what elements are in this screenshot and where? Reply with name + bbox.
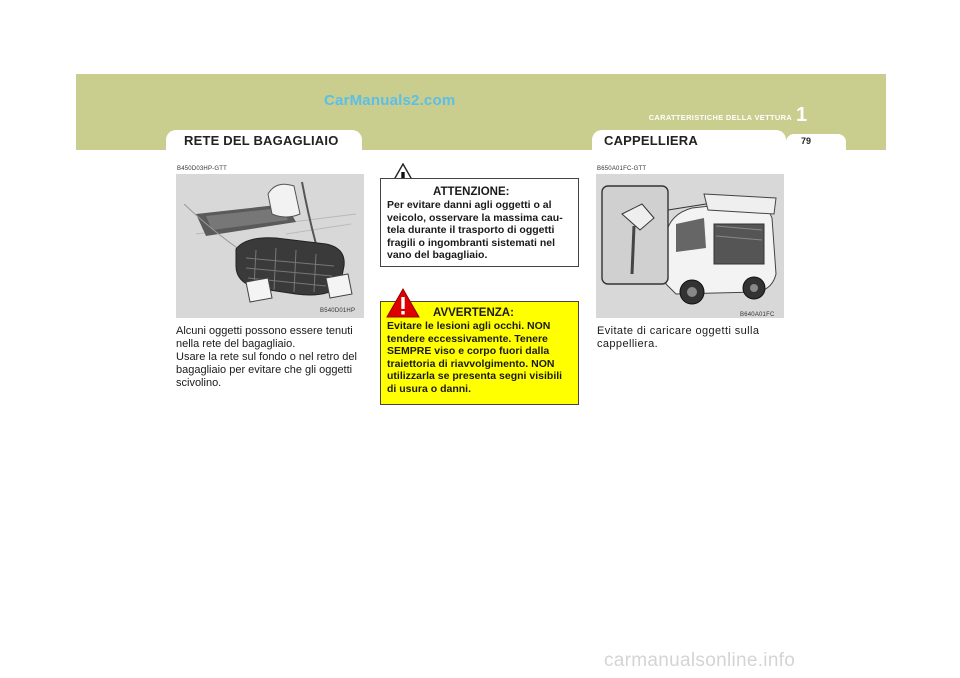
cargo-cover-image xyxy=(596,174,784,318)
text-line: Usare la rete sul fondo o nel retro del xyxy=(176,351,357,363)
footer-watermark[interactable]: carmanualsonline.info xyxy=(604,650,796,671)
text-line: cappelliera. xyxy=(597,338,659,350)
caution-box xyxy=(380,178,579,267)
text-line: vano del bagagliaio. xyxy=(387,249,488,262)
text-line: Alcuni oggetti possono essere tenuti xyxy=(176,325,353,337)
text-line: nella rete del bagagliaio. xyxy=(176,338,296,350)
text-line: utilizzarla se presenta segni visibili xyxy=(387,370,563,383)
section-code-right: B650A01FC-GTT xyxy=(597,166,647,172)
page-number: 79 xyxy=(800,136,811,146)
section-title-cargo-cover: CAPPELLIERA xyxy=(604,133,698,148)
suv-rear-cargo-cover-illustration-icon xyxy=(596,174,784,318)
watermark-top[interactable]: CarManuals2.com xyxy=(324,92,456,109)
text-line: veicolo, osservare la massima cau- xyxy=(387,211,563,224)
cargo-net-illustration-icon xyxy=(176,174,364,318)
text-line: scivolino. xyxy=(176,377,222,389)
cargo-net-image xyxy=(176,174,364,318)
image-caption-left: B540D01HP xyxy=(320,308,356,314)
text-line: Evitare le lesioni agli occhi. NON xyxy=(387,320,551,332)
text-line: di usura o danni. xyxy=(387,382,472,395)
text-line: Per evitare danni agli oggetti o al xyxy=(387,199,552,211)
chapter-title: CARATTERISTICHE DELLA VETTURA xyxy=(648,113,792,122)
section-code-left: B450D03HP-GTT xyxy=(177,166,227,172)
text-line: Evitate di caricare oggetti sulla xyxy=(597,325,760,337)
warning-heading: AVVERTENZA: xyxy=(433,307,514,319)
body-text-right xyxy=(597,325,785,351)
text-line: fragili o ingombranti sistemati nel xyxy=(387,236,556,249)
image-caption-right: B640A01FC xyxy=(740,312,775,318)
caution-heading: ATTENZIONE: xyxy=(433,186,510,198)
text-line: bagagliaio per evitare che gli oggetti xyxy=(176,364,353,376)
body-text-left xyxy=(176,325,366,390)
text-line: tela durante il trasporto di oggetti xyxy=(387,224,555,237)
chapter-number: 1 xyxy=(796,104,808,126)
warning-triangle-icon xyxy=(386,288,420,318)
text-line: SEMPRE viso e corpo fuori dalla xyxy=(387,345,550,358)
caution-body xyxy=(387,199,573,262)
section-title-cargo-net: RETE DEL BAGAGLIAIO xyxy=(184,133,339,148)
text-line: tendere eccessivamente. Tenere xyxy=(387,332,548,345)
warning-body xyxy=(387,320,573,396)
text-line: traiettoria di riavvolgimento. NON xyxy=(387,357,555,370)
